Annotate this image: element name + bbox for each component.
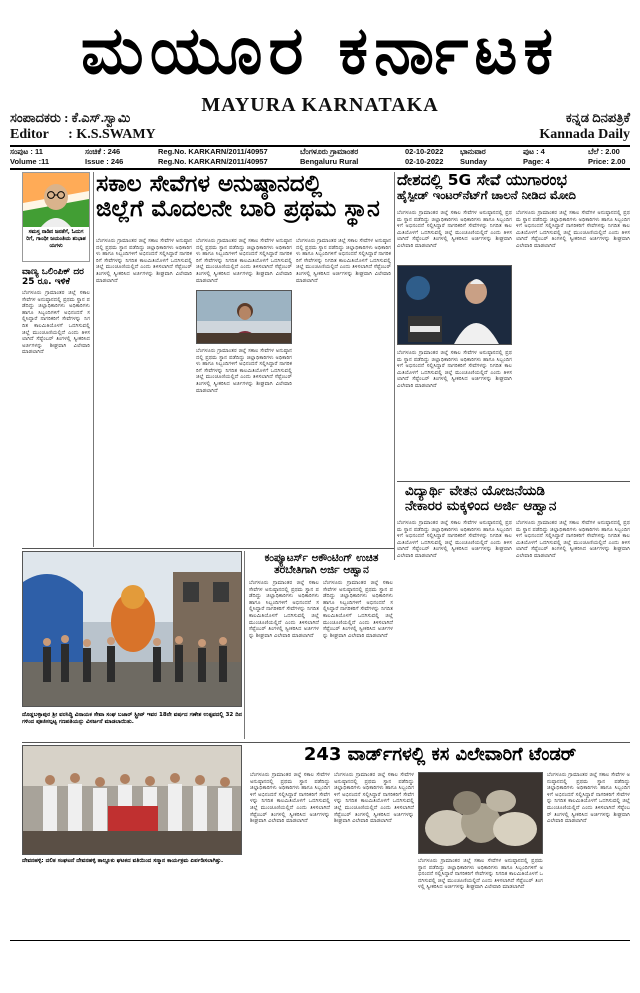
issue-kn: ಸಂಚಿಕೆ : 246 xyxy=(85,147,121,156)
masthead-english: MAYURA KARNATAKA xyxy=(201,94,439,116)
masthead-kannada: ಮಯೂರ ಕರ್ನಾಟಕ xyxy=(80,12,560,89)
tender-text-4: ಬೆಂಗಳೂರು ಗ್ರಾಮಾಂತರ ಜಿಲ್ಲೆ ಸಕಾಲ ಸೇವೆಗಳ ಅನುಷ್ಠಾನದಲ್ಲಿ ಪ್ರಥಮ ಸ್ಥಾನ ಪಡೆದಿದ್ದು ಜಿಲ್ಲಾಧಿಕಾರಿಗಳು ಅಧಿಕಾರಿಗಳು ಹಾಗೂ ಸಿಬ್ಬಂದಿಗಳಿಗೆ ಅಭಿನಂದನೆ ಸಲ್ಲಿಸಿದ್ದಾರೆ ನಾಗರಿಕರಿಗೆ ಸೇವೆಗಳನ್ನು ನಿಗದಿತ ಕಾಲಮಿತಿಯೊಳಗೆ ಒದಗಿಸುವಲ್ಲಿ ಜಿಲ್ಲೆ ಮುಂಚೂಣಿಯಲ್ಲಿದೆ ಎಂದು ತಿಳಿಸಲಾಗಿದೆ ಸೆಪ್ಟೆಂಬರ್ ತಿಂಗಳಲ್ಲಿ ಸ್ವೀಕರಿಸಿದ ಅರ್ಜಿಗಳನ್ನು ಶೀಘ್ರವಾಗಿ ವಿಲೇವಾರಿ ಮಾಡಲಾಗಿದೆ xyxy=(547,772,630,825)
reg-number-2: Reg.No. KARKARN/2011/40957 xyxy=(158,157,268,166)
5g-headline-line-2: ಹೈಸ್ಪೀಡ್ ಇಂಟರ್‌ನೆಟ್‌ಗೆ ಚಾಲನೆ ನೀಡಿದ ಮೋದಿ xyxy=(397,188,576,203)
scholarship-headline-line-2: ನೇಕಾರರ ಮಕ್ಕಳಿಂದ ಅರ್ಜಿ ಆಹ್ವಾನ xyxy=(405,497,557,514)
computer-text-2: ಬೆಂಗಳೂರು ಗ್ರಾಮಾಂತರ ಜಿಲ್ಲೆ ಸಕಾಲ ಸೇವೆಗಳ ಅನುಷ್ಠಾನದಲ್ಲಿ ಪ್ರಥಮ ಸ್ಥಾನ ಪಡೆದಿದ್ದು ಜಿಲ್ಲಾಧಿಕಾರಿಗಳು ಅಧಿಕಾರಿಗಳು ಹಾಗೂ ಸಿಬ್ಬಂದಿಗಳಿಗೆ ಅಭಿನಂದನೆ ಸಲ್ಲಿಸಿದ್ದಾರೆ ನಾಗರಿಕರಿಗೆ ಸೇವೆಗಳನ್ನು ನಿಗದಿತ ಕಾಲಮಿತಿಯೊಳಗೆ ಒದಗಿಸುವಲ್ಲಿ ಜಿಲ್ಲೆ ಮುಂಚೂಣಿಯಲ್ಲಿದೆ ಎಂದು ತಿಳಿಸಲಾಗಿದೆ ಸೆಪ್ಟೆಂಬರ್ ತಿಂಗಳಲ್ಲಿ ಸ್ವೀಕರಿಸಿದ ಅರ್ಜಿಗಳನ್ನು ಶೀಘ್ರವಾಗಿ ವಿಲೇವಾರಿ ಮಾಡಲಾಗಿದೆ xyxy=(323,580,393,639)
page-kn: ಪುಟ : 4 xyxy=(523,147,545,156)
main-story-col-1: ಬೆಂಗಳೂರು ಗ್ರಾಮಾಂತರ ಜಿಲ್ಲೆ ಸಕಾಲ ಸೇವೆಗಳ ಅನುಷ್ಠಾನದಲ್ಲಿ ಪ್ರಥಮ ಸ್ಥಾನ ಪಡೆದಿದ್ದು ಜಿಲ್ಲಾಧಿಕಾರಿಗಳು ಅಧಿಕಾರಿಗಳು ಹಾಗೂ ಸಿಬ್ಬಂದಿಗಳಿಗೆ ಅಭಿನಂದನೆ ಸಲ್ಲಿಸಿದ್ದಾರೆ ನಾಗರಿಕರಿಗೆ ಸೇವೆಗಳನ್ನು ನಿಗದಿತ ಕಾಲಮಿತಿಯೊಳಗೆ ಒದಗಿಸುವಲ್ಲಿ ಜಿಲ್ಲೆ ಮುಂಚೂಣಿಯಲ್ಲಿದೆ ಎಂದು ತಿಳಿಸಲಾಗಿದೆ ಸೆಪ್ಟೆಂಬರ್ ತಿಂಗಳಲ್ಲಿ ಸ್ವೀಕರಿಸಿದ ಅರ್ಜಿಗಳನ್ನು ಶೀಘ್ರವಾಗಿ ವಿಲೇವಾರಿ ಮಾಡಲಾಗಿದೆ xyxy=(96,238,192,284)
computer-headline xyxy=(249,553,394,576)
scholarship-rule xyxy=(397,481,630,482)
kannada-daily-en: Kannada Daily xyxy=(539,127,630,142)
editor-row-kannada xyxy=(10,110,630,126)
ganesha-procession-photo xyxy=(22,551,242,707)
felicitation-photo xyxy=(22,745,242,855)
column-divider-right xyxy=(394,172,395,560)
main-headline-line-2: ಜಿಲ್ಲೆಗೆ ಮೊದಲನೇ ಬಾರಿ ಪ್ರಥಮ ಸ್ಥಾನ xyxy=(96,196,380,223)
column-divider-mid xyxy=(244,551,245,739)
felicitation-caption: ದೇವನಹಳ್ಳಿ: ದಲಿತ ಸಂಘಟನೆ ದೇವನಹಳ್ಳಿ ತಾಲ್ಲೂಕು ಘಟಕದ ವತಿಯಿಂದ ಸನ್ಮಾನ ಕಾರ್ಯಕ್ರಮ ಏರ್ಪಡಿಸಲಾಗಿತ್ತು. xyxy=(22,858,224,864)
price-kn: ಬೆಲೆ : 2.00 xyxy=(588,147,620,156)
ganesha-caption: ದೊಡ್ಡಬಳ್ಳಾಪುರ ಶ್ರೀ ವರಸಿದ್ಧಿ ವಿನಾಯಕ ಸೇವಾ ಸಂಘ ಬಜಾರ್ ಸ್ಟ್ರೀಟ್ ಇವರ 18ನೇ ವರ್ಷದ ಗಣೇಶ ಉತ್ಸವದಲ್ಲಿ 32 ದಿನಗಳಿಂದ ಪೂಜಿಸಲ್ಪಟ್ಟ ಗಣಪತಿಯನ್ನು ವಿಸರ್ಜನೆ ಮಾಡಲಾಯಿತು. xyxy=(22,712,242,725)
computer-text-1: ಬೆಂಗಳೂರು ಗ್ರಾಮಾಂತರ ಜಿಲ್ಲೆ ಸಕಾಲ ಸೇವೆಗಳ ಅನುಷ್ಠಾನದಲ್ಲಿ ಪ್ರಥಮ ಸ್ಥಾನ ಪಡೆದಿದ್ದು ಜಿಲ್ಲಾಧಿಕಾರಿಗಳು ಅಧಿಕಾರಿಗಳು ಹಾಗೂ ಸಿಬ್ಬಂದಿಗಳಿಗೆ ಅಭಿನಂದನೆ ಸಲ್ಲಿಸಿದ್ದಾರೆ ನಾಗರಿಕರಿಗೆ ಸೇವೆಗಳನ್ನು ನಿಗದಿತ ಕಾಲಮಿತಿಯೊಳಗೆ ಒದಗಿಸುವಲ್ಲಿ ಜಿಲ್ಲೆ ಮುಂಚೂಣಿಯಲ್ಲಿದೆ ಎಂದು ತಿಳಿಸಲಾಗಿದೆ ಸೆಪ್ಟೆಂಬರ್ ತಿಂಗಳಲ್ಲಿ ಸ್ವೀಕರಿಸಿದ ಅರ್ಜಿಗಳನ್ನು ಶೀಘ್ರವಾಗಿ ವಿಲೇವಾರಿ ಮಾಡಲಾಗಿದೆ xyxy=(249,580,319,639)
main-headline xyxy=(96,172,391,223)
scholarship-text-1: ಬೆಂಗಳೂರು ಗ್ರಾಮಾಂತರ ಜಿಲ್ಲೆ ಸಕಾಲ ಸೇವೆಗಳ ಅನುಷ್ಠಾನದಲ್ಲಿ ಪ್ರಥಮ ಸ್ಥಾನ ಪಡೆದಿದ್ದು ಜಿಲ್ಲಾಧಿಕಾರಿಗಳು ಅಧಿಕಾರಿಗಳು ಹಾಗೂ ಸಿಬ್ಬಂದಿಗಳಿಗೆ ಅಭಿನಂದನೆ ಸಲ್ಲಿಸಿದ್ದಾರೆ ನಾಗರಿಕರಿಗೆ ಸೇವೆಗಳನ್ನು ನಿಗದಿತ ಕಾಲಮಿತಿಯೊಳಗೆ ಒದಗಿಸುವಲ್ಲಿ ಜಿಲ್ಲೆ ಮುಂಚೂಣಿಯಲ್ಲಿದೆ ಎಂದು ತಿಳಿಸಲಾಗಿದೆ ಸೆಪ್ಟೆಂಬರ್ ತಿಂಗಳಲ್ಲಿ ಸ್ವೀಕರಿಸಿದ ಅರ್ಜಿಗಳನ್ನು ಶೀಘ್ರವಾಗಿ ವಿಲೇವಾರಿ ಮಾಡಲಾಗಿದೆ xyxy=(397,520,512,559)
date-1: 02-10-2022 xyxy=(405,147,444,156)
date-2: 02-10-2022 xyxy=(405,157,444,166)
modi-5g-photo xyxy=(397,265,512,345)
5g-headline-line-1: ದೇಶದಲ್ಲಿ 5G ಸೇವೆ ಯುಗಾರಂಭ xyxy=(397,171,567,189)
day-kn: ಭಾನುವಾರ xyxy=(460,147,486,156)
price-en: Price: 2.00 xyxy=(588,157,626,166)
editor-kn-label: ಸಂಪಾದಕರು : ಕೆ.ಎಸ್.ಸ್ವಾಮಿ xyxy=(10,110,131,125)
tender-rule xyxy=(22,742,630,743)
editor-row-english xyxy=(10,127,630,143)
reg-number-1: Reg.No. KARKARN/2011/40957 xyxy=(158,147,268,156)
info-rule-bottom xyxy=(10,168,630,170)
5g-headline xyxy=(397,172,632,202)
scholarship-text-2: ಬೆಂಗಳೂರು ಗ್ರಾಮಾಂತರ ಜಿಲ್ಲೆ ಸಕಾಲ ಸೇವೆಗಳ ಅನುಷ್ಠಾನದಲ್ಲಿ ಪ್ರಥಮ ಸ್ಥಾನ ಪಡೆದಿದ್ದು ಜಿಲ್ಲಾಧಿಕಾರಿಗಳು ಅಧಿಕಾರಿಗಳು ಹಾಗೂ ಸಿಬ್ಬಂದಿಗಳಿಗೆ ಅಭಿನಂದನೆ ಸಲ್ಲಿಸಿದ್ದಾರೆ ನಾಗರಿಕರಿಗೆ ಸೇವೆಗಳನ್ನು ನಿಗದಿತ ಕಾಲಮಿತಿಯೊಳಗೆ ಒದಗಿಸುವಲ್ಲಿ ಜಿಲ್ಲೆ ಮುಂಚೂಣಿಯಲ್ಲಿದೆ ಎಂದು ತಿಳಿಸಲಾಗಿದೆ ಸೆಪ್ಟೆಂಬರ್ ತಿಂಗಳಲ್ಲಿ ಸ್ವೀಕರಿಸಿದ ಅರ್ಜಿಗಳನ್ನು ಶೀಘ್ರವಾಗಿ ವಿಲೇವಾರಿ ಮಾಡಲಾಗಿದೆ xyxy=(516,520,630,559)
editor-en-name: : K.S.SWAMY xyxy=(68,127,156,142)
city-en: Bengaluru Rural xyxy=(300,157,359,166)
gandhi-portrait-illustration xyxy=(23,173,89,227)
volume-en: Volume :11 xyxy=(10,157,50,166)
left-column-text: ಬೆಂಗಳೂರು ಗ್ರಾಮಾಂತರ ಜಿಲ್ಲೆ ಸಕಾಲ ಸೇವೆಗಳ ಅನುಷ್ಠಾನದಲ್ಲಿ ಪ್ರಥಮ ಸ್ಥಾನ ಪಡೆದಿದ್ದು ಜಿಲ್ಲಾಧಿಕಾರಿಗಳು ಅಧಿಕಾರಿಗಳು ಹಾಗೂ ಸಿಬ್ಬಂದಿಗಳಿಗೆ ಅಭಿನಂದನೆ ಸಲ್ಲಿಸಿದ್ದಾರೆ ನಾಗರಿಕರಿಗೆ ಸೇವೆಗಳನ್ನು ನಿಗದಿತ ಕಾಲಮಿತಿಯೊಳಗೆ ಒದಗಿಸುವಲ್ಲಿ ಜಿಲ್ಲೆ ಮುಂಚೂಣಿಯಲ್ಲಿದೆ ಎಂದು ತಿಳಿಸಲಾಗಿದೆ ಸೆಪ್ಟೆಂಬರ್ ತಿಂಗಳಲ್ಲಿ ಸ್ವೀಕರಿಸಿದ ಅರ್ಜಿಗಳನ್ನು ಶೀಘ್ರವಾಗಿ ವಿಲೇವಾರಿ ಮಾಡಲಾಗಿದೆ xyxy=(22,290,90,356)
scholarship-headline-line-1: ವಿದ್ಯಾರ್ಥಿ ವೇತನ ಯೋಜನೆಯಡಿ xyxy=(405,483,545,499)
info-row-english xyxy=(10,157,630,168)
mid-rule-left xyxy=(22,548,394,549)
tender-text-2: ಬೆಂಗಳೂರು ಗ್ರಾಮಾಂತರ ಜಿಲ್ಲೆ ಸಕಾಲ ಸೇವೆಗಳ ಅನುಷ್ಠಾನದಲ್ಲಿ ಪ್ರಥಮ ಸ್ಥಾನ ಪಡೆದಿದ್ದು ಜಿಲ್ಲಾಧಿಕಾರಿಗಳು ಅಧಿಕಾರಿಗಳು ಹಾಗೂ ಸಿಬ್ಬಂದಿಗಳಿಗೆ ಅಭಿನಂದನೆ ಸಲ್ಲಿಸಿದ್ದಾರೆ ನಾಗರಿಕರಿಗೆ ಸೇವೆಗಳನ್ನು ನಿಗದಿತ ಕಾಲಮಿತಿಯೊಳಗೆ ಒದಗಿಸುವಲ್ಲಿ ಜಿಲ್ಲೆ ಮುಂಚೂಣಿಯಲ್ಲಿದೆ ಎಂದು ತಿಳಿಸಲಾಗಿದೆ ಸೆಪ್ಟೆಂಬರ್ ತಿಂಗಳಲ್ಲಿ ಸ್ವೀಕರಿಸಿದ ಅರ್ಜಿಗಳನ್ನು ಶೀಘ್ರವಾಗಿ ವಿಲೇವಾರಿ ಮಾಡಲಾಗಿದೆ xyxy=(334,772,414,825)
tender-headline: 243 ವಾರ್ಡ್‌ಗಳಲ್ಲಿ ಕಸ ವಿಲೇವಾರಿಗೆ ಟೆಂಡರ್ xyxy=(303,744,577,765)
scholarship-headline xyxy=(405,484,630,514)
page-en: Page: 4 xyxy=(523,157,550,166)
masthead xyxy=(10,12,630,90)
tender-text-3: ಬೆಂಗಳೂರು ಗ್ರಾಮಾಂತರ ಜಿಲ್ಲೆ ಸಕಾಲ ಸೇವೆಗಳ ಅನುಷ್ಠಾನದಲ್ಲಿ ಪ್ರಥಮ ಸ್ಥಾನ ಪಡೆದಿದ್ದು ಜಿಲ್ಲಾಧಿಕಾರಿಗಳು ಅಧಿಕಾರಿಗಳು ಹಾಗೂ ಸಿಬ್ಬಂದಿಗಳಿಗೆ ಅಭಿನಂದನೆ ಸಲ್ಲಿಸಿದ್ದಾರೆ ನಾಗರಿಕರಿಗೆ ಸೇವೆಗಳನ್ನು ನಿಗದಿತ ಕಾಲಮಿತಿಯೊಳಗೆ ಒದಗಿಸುವಲ್ಲಿ ಜಿಲ್ಲೆ ಮುಂಚೂಣಿಯಲ್ಲಿದೆ ಎಂದು ತಿಳಿಸಲಾಗಿದೆ ಸೆಪ್ಟೆಂಬರ್ ತಿಂಗಳಲ್ಲಿ ಸ್ವೀಕರಿಸಿದ ಅರ್ಜಿಗಳನ್ನು ಶೀಘ್ರವಾಗಿ ವಿಲೇವಾರಿ ಮಾಡಲಾಗಿದೆ xyxy=(418,858,543,891)
volume-kn: ಸಂಪುಟ : 11 xyxy=(10,147,43,156)
city-kn: ಬೆಂಗಳೂರು ಗ್ರಾಮಾಂತರ xyxy=(300,147,359,156)
computer-headline-line-2: ತರಬೇತಿಗಾಗಿ ಅರ್ಜಿ ಆಹ್ವಾನ xyxy=(274,563,369,576)
kannada-daily-kn: ಕನ್ನಡ ದಿನಪತ್ರಿಕೆ xyxy=(565,110,630,125)
5g-text-1: ಬೆಂಗಳೂರು ಗ್ರಾಮಾಂತರ ಜಿಲ್ಲೆ ಸಕಾಲ ಸೇವೆಗಳ ಅನುಷ್ಠಾನದಲ್ಲಿ ಪ್ರಥಮ ಸ್ಥಾನ ಪಡೆದಿದ್ದು ಜಿಲ್ಲಾಧಿಕಾರಿಗಳು ಅಧಿಕಾರಿಗಳು ಹಾಗೂ ಸಿಬ್ಬಂದಿಗಳಿಗೆ ಅಭಿನಂದನೆ ಸಲ್ಲಿಸಿದ್ದಾರೆ ನಾಗರಿಕರಿಗೆ ಸೇವೆಗಳನ್ನು ನಿಗದಿತ ಕಾಲಮಿತಿಯೊಳಗೆ ಒದಗಿಸುವಲ್ಲಿ ಜಿಲ್ಲೆ ಮುಂಚೂಣಿಯಲ್ಲಿದೆ ಎಂದು ತಿಳಿಸಲಾಗಿದೆ ಸೆಪ್ಟೆಂಬರ್ ತಿಂಗಳಲ್ಲಿ ಸ್ವೀಕರಿಸಿದ ಅರ್ಜಿಗಳನ್ನು ಶೀಘ್ರವಾಗಿ ವಿಲೇವಾರಿ ಮಾಡಲಾಗಿದೆ xyxy=(397,210,512,249)
gandhi-caption: ಸಮಸ್ತ ನಾಡಿನ ಜನತೆಗೆ, ಓದುಗರಿಗೆ, ಗಾಂಧೀ ಜಯಂತಿಯ ಶುಭಾಶಯಗಳು xyxy=(26,229,86,249)
issue-en: Issue : 246 xyxy=(85,157,124,166)
gandhi-jayanti-box xyxy=(22,172,90,262)
day-en: Sunday xyxy=(460,157,488,166)
left-headline: ವಾಣ್ಯ ಒಲಿಂಪಿಕ್ ದರ 25 ರೂ. ಇಳಿಕೆ xyxy=(22,267,84,287)
editor-en-label: Editor xyxy=(10,127,49,142)
official-photo xyxy=(196,290,292,344)
page-bottom-rule xyxy=(10,940,630,941)
tender-text-1: ಬೆಂಗಳೂರು ಗ್ರಾಮಾಂತರ ಜಿಲ್ಲೆ ಸಕಾಲ ಸೇವೆಗಳ ಅನುಷ್ಠಾನದಲ್ಲಿ ಪ್ರಥಮ ಸ್ಥಾನ ಪಡೆದಿದ್ದು ಜಿಲ್ಲಾಧಿಕಾರಿಗಳು ಅಧಿಕಾರಿಗಳು ಹಾಗೂ ಸಿಬ್ಬಂದಿಗಳಿಗೆ ಅಭಿನಂದನೆ ಸಲ್ಲಿಸಿದ್ದಾರೆ ನಾಗರಿಕರಿಗೆ ಸೇವೆಗಳನ್ನು ನಿಗದಿತ ಕಾಲಮಿತಿಯೊಳಗೆ ಒದಗಿಸುವಲ್ಲಿ ಜಿಲ್ಲೆ ಮುಂಚೂಣಿಯಲ್ಲಿದೆ ಎಂದು ತಿಳಿಸಲಾಗಿದೆ ಸೆಪ್ಟೆಂಬರ್ ತಿಂಗಳಲ್ಲಿ ಸ್ವೀಕರಿಸಿದ ಅರ್ಜಿಗಳನ್ನು ಶೀಘ್ರವಾಗಿ ವಿಲೇವಾರಿ ಮಾಡಲಾಗಿದೆ xyxy=(250,772,330,825)
column-divider-left xyxy=(93,172,94,547)
main-story-col-2b: ಬೆಂಗಳೂರು ಗ್ರಾಮಾಂತರ ಜಿಲ್ಲೆ ಸಕಾಲ ಸೇವೆಗಳ ಅನುಷ್ಠಾನದಲ್ಲಿ ಪ್ರಥಮ ಸ್ಥಾನ ಪಡೆದಿದ್ದು ಜಿಲ್ಲಾಧಿಕಾರಿಗಳು ಅಧಿಕಾರಿಗಳು ಹಾಗೂ ಸಿಬ್ಬಂದಿಗಳಿಗೆ ಅಭಿನಂದನೆ ಸಲ್ಲಿಸಿದ್ದಾರೆ ನಾಗರಿಕರಿಗೆ ಸೇವೆಗಳನ್ನು ನಿಗದಿತ ಕಾಲಮಿತಿಯೊಳಗೆ ಒದಗಿಸುವಲ್ಲಿ ಜಿಲ್ಲೆ ಮುಂಚೂಣಿಯಲ್ಲಿದೆ ಎಂದು ತಿಳಿಸಲಾಗಿದೆ ಸೆಪ್ಟೆಂಬರ್ ತಿಂಗಳಲ್ಲಿ ಸ್ವೀಕರಿಸಿದ ಅರ್ಜಿಗಳನ್ನು ಶೀಘ್ರವಾಗಿ ವಿಲೇವಾರಿ ಮಾಡಲಾಗಿದೆ xyxy=(196,348,292,394)
5g-text-2: ಬೆಂಗಳೂರು ಗ್ರಾಮಾಂತರ ಜಿಲ್ಲೆ ಸಕಾಲ ಸೇವೆಗಳ ಅನುಷ್ಠಾನದಲ್ಲಿ ಪ್ರಥಮ ಸ್ಥಾನ ಪಡೆದಿದ್ದು ಜಿಲ್ಲಾಧಿಕಾರಿಗಳು ಅಧಿಕಾರಿಗಳು ಹಾಗೂ ಸಿಬ್ಬಂದಿಗಳಿಗೆ ಅಭಿನಂದನೆ ಸಲ್ಲಿಸಿದ್ದಾರೆ ನಾಗರಿಕರಿಗೆ ಸೇವೆಗಳನ್ನು ನಿಗದಿತ ಕಾಲಮಿತಿಯೊಳಗೆ ಒದಗಿಸುವಲ್ಲಿ ಜಿಲ್ಲೆ ಮುಂಚೂಣಿಯಲ್ಲಿದೆ ಎಂದು ತಿಳಿಸಲಾಗಿದೆ ಸೆಪ್ಟೆಂಬರ್ ತಿಂಗಳಲ್ಲಿ ಸ್ವೀಕರಿಸಿದ ಅರ್ಜಿಗಳನ್ನು ಶೀಘ್ರವಾಗಿ ವಿಲೇವಾರಿ ಮಾಡಲಾಗಿದೆ xyxy=(397,350,512,389)
main-story-col-2a: ಬೆಂಗಳೂರು ಗ್ರಾಮಾಂತರ ಜಿಲ್ಲೆ ಸಕಾಲ ಸೇವೆಗಳ ಅನುಷ್ಠಾನದಲ್ಲಿ ಪ್ರಥಮ ಸ್ಥಾನ ಪಡೆದಿದ್ದು ಜಿಲ್ಲಾಧಿಕಾರಿಗಳು ಅಧಿಕಾರಿಗಳು ಹಾಗೂ ಸಿಬ್ಬಂದಿಗಳಿಗೆ ಅಭಿನಂದನೆ ಸಲ್ಲಿಸಿದ್ದಾರೆ ನಾಗರಿಕರಿಗೆ ಸೇವೆಗಳನ್ನು ನಿಗದಿತ ಕಾಲಮಿತಿಯೊಳಗೆ ಒದಗಿಸುವಲ್ಲಿ ಜಿಲ್ಲೆ ಮುಂಚೂಣಿಯಲ್ಲಿದೆ ಎಂದು ತಿಳಿಸಲಾಗಿದೆ ಸೆಪ್ಟೆಂಬರ್ ತಿಂಗಳಲ್ಲಿ ಸ್ವೀಕರಿಸಿದ ಅರ್ಜಿಗಳನ್ನು ಶೀಘ್ರವಾಗಿ ವಿಲೇವಾರಿ ಮಾಡಲಾಗಿದೆ xyxy=(196,238,292,284)
5g-text-3: ಬೆಂಗಳೂರು ಗ್ರಾಮಾಂತರ ಜಿಲ್ಲೆ ಸಕಾಲ ಸೇವೆಗಳ ಅನುಷ್ಠಾನದಲ್ಲಿ ಪ್ರಥಮ ಸ್ಥಾನ ಪಡೆದಿದ್ದು ಜಿಲ್ಲಾಧಿಕಾರಿಗಳು ಅಧಿಕಾರಿಗಳು ಹಾಗೂ ಸಿಬ್ಬಂದಿಗಳಿಗೆ ಅಭಿನಂದನೆ ಸಲ್ಲಿಸಿದ್ದಾರೆ ನಾಗರಿಕರಿಗೆ ಸೇವೆಗಳನ್ನು ನಿಗದಿತ ಕಾಲಮಿತಿಯೊಳಗೆ ಒದಗಿಸುವಲ್ಲಿ ಜಿಲ್ಲೆ ಮುಂಚೂಣಿಯಲ್ಲಿದೆ ಎಂದು ತಿಳಿಸಲಾಗಿದೆ ಸೆಪ್ಟೆಂಬರ್ ತಿಂಗಳಲ್ಲಿ ಸ್ವೀಕರಿಸಿದ ಅರ್ಜಿಗಳನ್ನು ಶೀಘ್ರವಾಗಿ ವಿಲೇವಾರಿ ಮಾಡಲಾಗಿದೆ xyxy=(516,210,630,249)
main-story-col-3: ಬೆಂಗಳೂರು ಗ್ರಾಮಾಂತರ ಜಿಲ್ಲೆ ಸಕಾಲ ಸೇವೆಗಳ ಅನುಷ್ಠಾನದಲ್ಲಿ ಪ್ರಥಮ ಸ್ಥಾನ ಪಡೆದಿದ್ದು ಜಿಲ್ಲಾಧಿಕಾರಿಗಳು ಅಧಿಕಾರಿಗಳು ಹಾಗೂ ಸಿಬ್ಬಂದಿಗಳಿಗೆ ಅಭಿನಂದನೆ ಸಲ್ಲಿಸಿದ್ದಾರೆ ನಾಗರಿಕರಿಗೆ ಸೇವೆಗಳನ್ನು ನಿಗದಿತ ಕಾಲಮಿತಿಯೊಳಗೆ ಒದಗಿಸುವಲ್ಲಿ ಜಿಲ್ಲೆ ಮುಂಚೂಣಿಯಲ್ಲಿದೆ ಎಂದು ತಿಳಿಸಲಾಗಿದೆ ಸೆಪ್ಟೆಂಬರ್ ತಿಂಗಳಲ್ಲಿ ಸ್ವೀಕರಿಸಿದ ಅರ್ಜಿಗಳನ್ನು ಶೀಘ್ರವಾಗಿ ವಿಲೇವಾರಿ ಮಾಡಲಾಗಿದೆ xyxy=(296,238,391,284)
computer-headline-line-1: ಕಂಪ್ಯೂಟರ್ಸ್ ಅಕೌಂಟಿಂಗ್ ಉಚಿತ xyxy=(264,552,379,564)
garbage-bags-photo xyxy=(418,772,543,854)
main-headline-line-1: ಸಕಾಲ ಸೇವೆಗಳ ಅನುಷ್ಠಾನದಲ್ಲಿ xyxy=(96,171,323,197)
